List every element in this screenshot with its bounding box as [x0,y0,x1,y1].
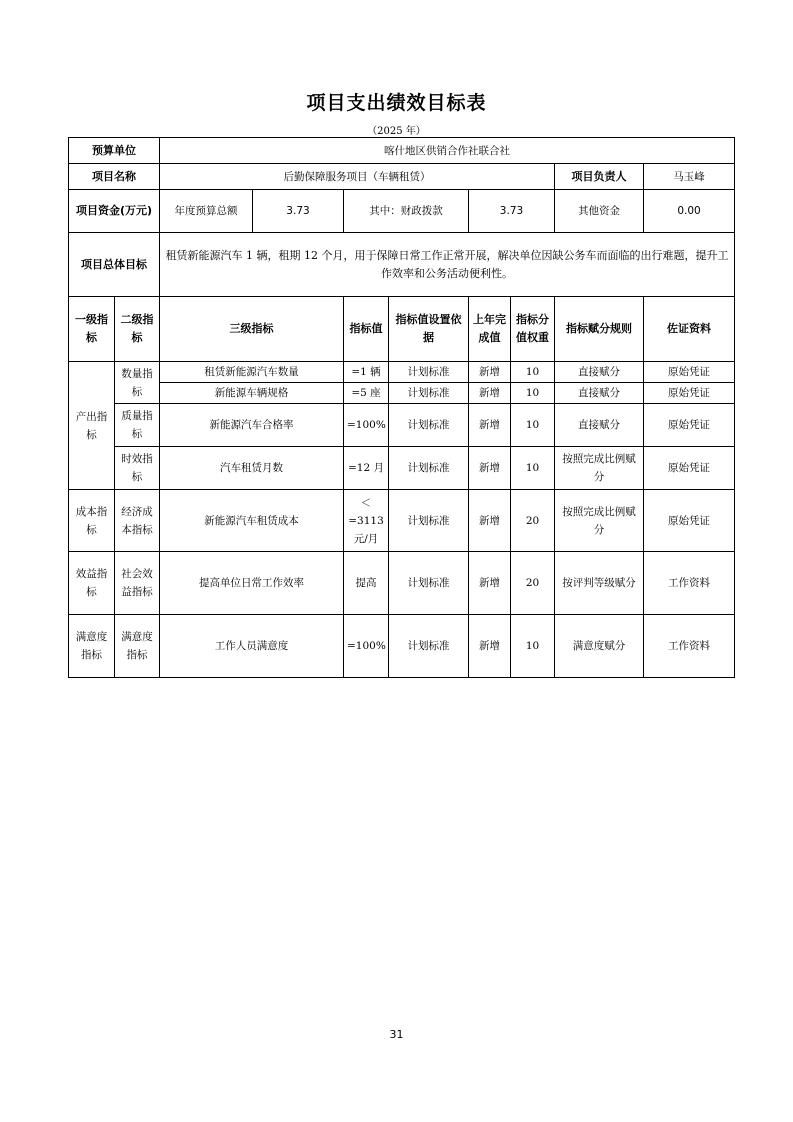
last-year-cell: 新增 [469,383,511,404]
weight-cell: 10 [511,383,555,404]
table-row [69,447,735,490]
evidence-cell: 原始凭证 [644,404,735,447]
last-year-cell: 新增 [469,447,511,490]
level2-cell: 满意度指标 [115,615,160,678]
basis-cell: 计划标准 [389,615,469,678]
level3-cell: 工作人员满意度 [160,615,344,678]
overall-goal-label: 项目总体目标 [69,233,160,297]
rule-cell: 直接赋分 [555,362,644,383]
col-header-level1: 一级指标 [69,297,115,362]
col-header-level3: 三级指标 [160,297,344,362]
budget-unit-value: 喀什地区供销合作社联合社 [160,138,735,164]
table-row [69,383,735,404]
level2-cell: 时效指标 [115,447,160,490]
col-header-basis: 指标值设置依据 [389,297,469,362]
project-funds-label: 项目资金(万元) [69,190,160,233]
weight-cell: 20 [511,490,555,552]
level3-cell: 提高单位日常工作效率 [160,552,344,615]
rule-cell: 按评判等级赋分 [555,552,644,615]
rule-cell: 直接赋分 [555,404,644,447]
annual-budget-value: 3.73 [253,190,344,233]
rule-cell: 满意度赋分 [555,615,644,678]
rule-cell: 按照完成比例赋分 [555,447,644,490]
level3-cell: 新能源车辆规格 [160,383,344,404]
indicator-value-cell: 提高 [344,552,389,615]
evidence-cell: 原始凭证 [644,362,735,383]
other-funds-label: 其他资金 [555,190,644,233]
col-header-weight: 指标分值权重 [511,297,555,362]
col-header-rule: 指标赋分规则 [555,297,644,362]
evidence-cell: 工作资料 [644,552,735,615]
last-year-cell: 新增 [469,552,511,615]
indicator-value-cell: =5 座 [344,383,389,404]
document-title: 项目支出绩效目标表 [306,92,487,114]
last-year-cell: 新增 [469,404,511,447]
fiscal-funds-label: 其中：财政拨款 [344,190,469,233]
overall-goal-row [69,233,735,297]
evidence-cell: 原始凭证 [644,490,735,552]
weight-cell: 10 [511,362,555,383]
rule-cell: 直接赋分 [555,383,644,404]
col-header-evidence: 佐证资料 [644,297,735,362]
level3-cell: 新能源汽车合格率 [160,404,344,447]
level1-cell: 效益指标 [69,552,115,615]
last-year-cell: 新增 [469,362,511,383]
indicator-value-cell: =12 月 [344,447,389,490]
indicator-value-cell: =100% [344,404,389,447]
budget-unit-label: 预算单位 [69,138,160,164]
basis-cell: 计划标准 [389,490,469,552]
rule-cell: 按照完成比例赋分 [555,490,644,552]
level3-cell: 新能源汽车租赁成本 [160,490,344,552]
project-name-value: 后勤保障服务项目（车辆租赁） [160,164,555,190]
indicator-header-row [69,297,735,362]
basis-cell: 计划标准 [389,383,469,404]
performance-goal-table [68,137,735,678]
project-leader-label: 项目负责人 [555,164,644,190]
level1-cell: 成本指标 [69,490,115,552]
project-leader-value: 马玉峰 [644,164,735,190]
page-number: 31 [389,1028,404,1041]
level2-cell: 社会效益指标 [115,552,160,615]
level3-cell: 租赁新能源汽车数量 [160,362,344,383]
indicator-value-cell: =100% [344,615,389,678]
project-name-row [69,164,735,190]
col-header-level2: 二级指标 [115,297,160,362]
table-row [69,362,735,383]
level2-cell: 经济成本指标 [115,490,160,552]
basis-cell: 计划标准 [389,362,469,383]
basis-cell: 计划标准 [389,404,469,447]
table-row [69,490,735,552]
evidence-cell: 原始凭证 [644,447,735,490]
indicator-value-cell: ＜=3113元/月 [344,490,389,552]
table-row [69,552,735,615]
other-funds-value: 0.00 [644,190,735,233]
last-year-cell: 新增 [469,490,511,552]
basis-cell: 计划标准 [389,552,469,615]
overall-goal-text: 租赁新能源汽车 1 辆，租期 12 个月，用于保障日常工作正常开展，解决单位因缺公务车而面临的出行难题，提升工作效率和公务活动便利性。 [160,233,735,297]
level2-cell: 质量指标 [115,404,160,447]
last-year-cell: 新增 [469,615,511,678]
project-name-label: 项目名称 [69,164,160,190]
weight-cell: 20 [511,552,555,615]
col-header-last-year: 上年完成值 [469,297,511,362]
level3-cell: 汽车租赁月数 [160,447,344,490]
level2-cell: 数量指标 [115,362,160,404]
weight-cell: 10 [511,404,555,447]
weight-cell: 10 [511,615,555,678]
fiscal-funds-value: 3.73 [469,190,555,233]
budget-unit-row [69,138,735,164]
level1-cell: 满意度指标 [69,615,115,678]
evidence-cell: 工作资料 [644,615,735,678]
indicator-value-cell: =1 辆 [344,362,389,383]
level1-cell: 产出指标 [69,362,115,490]
annual-budget-label: 年度预算总额 [160,190,253,233]
basis-cell: 计划标准 [389,447,469,490]
col-header-value: 指标值 [344,297,389,362]
project-funds-row [69,190,735,233]
table-row [69,615,735,678]
document-year: （2025 年） [367,126,426,137]
table-row [69,404,735,447]
evidence-cell: 原始凭证 [644,383,735,404]
weight-cell: 10 [511,447,555,490]
